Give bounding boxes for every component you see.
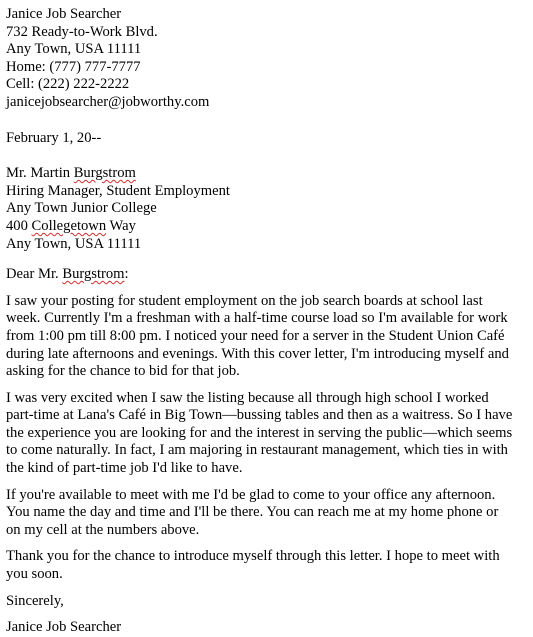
- sender-home-phone: Home: (777) 777-7777: [6, 58, 141, 75]
- sender-address-block: [6, 6, 526, 112]
- sender-cell-phone: Cell: (222) 222-2222: [6, 76, 130, 93]
- closing: Sincerely,: [6, 592, 64, 609]
- sender-city: Any Town, USA 11111: [6, 41, 142, 58]
- recipient-street-suffix: Way: [106, 217, 136, 234]
- recipient-street-name: Collegetown: [31, 217, 107, 234]
- salutation: [6, 266, 526, 284]
- recipient-street: [6, 218, 526, 236]
- signature: Janice Job Searcher: [6, 619, 122, 636]
- recipient-address-block: [6, 165, 526, 253]
- body-paragraph-4: Thank you for the chance to introduce myself through this letter. I hope to meet with you soon.: [6, 548, 500, 583]
- body-paragraph-1: I saw your posting for student employment on the job search boards at school last week. Currently I'm a freshman with a half-time course load so I'm available for work from 1:00 pm till 8:00 pm. I noticed your need for a server in the Student Union Café during late afternoons and evenings. With this cover letter, I'm introducing myself and asking for the chance to bid for that job.: [6, 292, 509, 380]
- sender-email: janicejobsearcher@jobworthy.com: [6, 93, 210, 110]
- recipient-title: Hiring Manager, Student Employment: [6, 182, 230, 199]
- recipient-surname: Burgstrom: [73, 165, 136, 182]
- recipient-city: Any Town, USA 11111: [6, 235, 142, 252]
- body-paragraph-3: If you're available to meet with me I'd be glad to come to your office any afternoon. You name the day and time and I'll be there. You can reach me at my home phone or on my cell at the numbers above.: [6, 486, 499, 538]
- salutation-suffix: :: [124, 266, 129, 283]
- sender-street: 732 Ready-to-Work Blvd.: [6, 23, 158, 40]
- salutation-prefix: Dear Mr.: [6, 266, 63, 283]
- salutation-surname: Burgstrom: [62, 266, 125, 283]
- recipient-org: Any Town Junior College: [6, 200, 157, 217]
- letter-date: February 1, 20--: [6, 129, 102, 146]
- cover-letter: [6, 6, 526, 637]
- recipient-name-prefix: Mr. Martin: [6, 165, 74, 182]
- recipient-name: [6, 165, 526, 183]
- recipient-street-number: 400: [6, 217, 32, 234]
- sender-name: Janice Job Searcher: [6, 6, 122, 22]
- body-paragraph-2: I was very excited when I saw the listing because all through high school I worked part-time at Lana's Café in Big Town—bussing tables and then as a waitress. So I have the experience you are looking for and the interest in serving the public—which seems to come naturally. In fact, I am majoring in restaurant management, which ties in with the kind of part-time job I'd like to have.: [6, 389, 513, 477]
